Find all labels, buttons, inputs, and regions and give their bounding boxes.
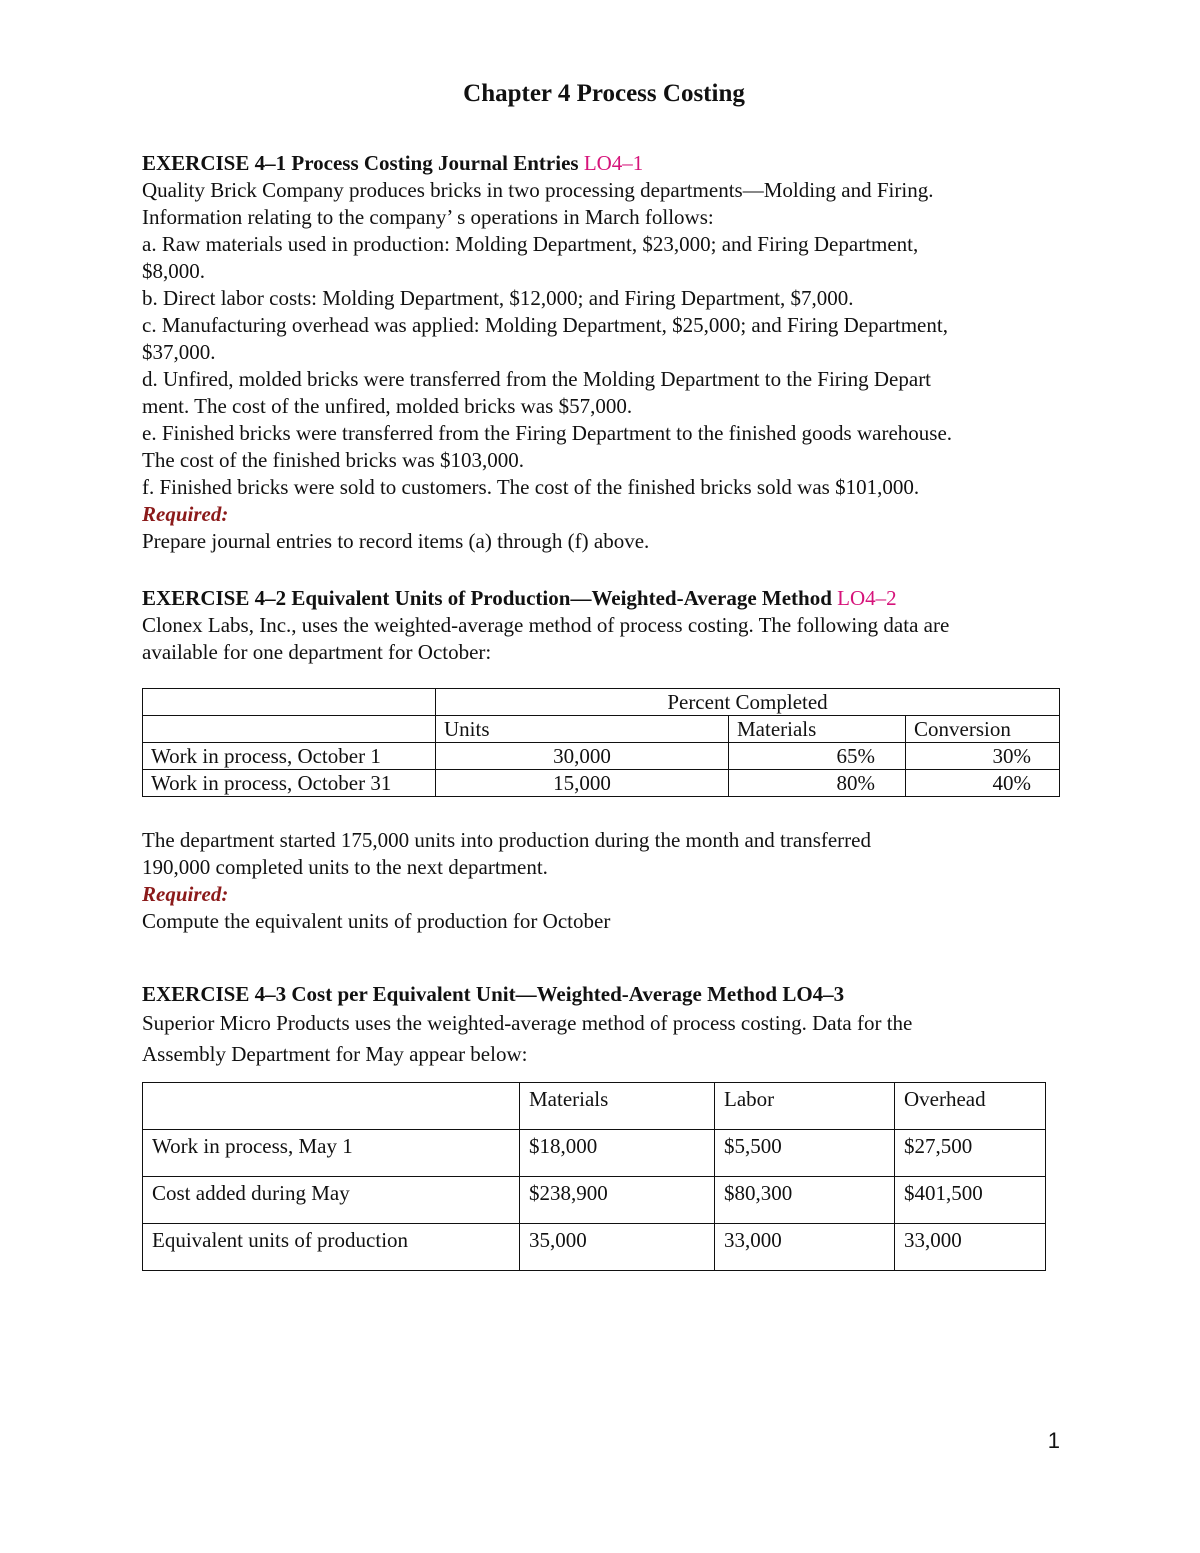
cell-labor: $5,500 bbox=[715, 1130, 895, 1177]
ex3-line: Assembly Department for May appear below: bbox=[142, 1042, 528, 1066]
table-row bbox=[143, 770, 1060, 797]
row-label: Equivalent units of production bbox=[143, 1224, 520, 1271]
column-header-conversion: Conversion bbox=[906, 716, 1060, 743]
column-header-overhead: Overhead bbox=[895, 1083, 1046, 1130]
ex3-line: Superior Micro Products uses the weighted-average method of process costing. Data for the bbox=[142, 1011, 913, 1035]
cell-units: 30,000 bbox=[436, 743, 729, 770]
exercise-4-1-title: EXERCISE 4–1 Process Costing Journal Entries bbox=[142, 151, 579, 175]
cell-materials: $238,900 bbox=[520, 1177, 715, 1224]
row-label: Cost added during May bbox=[143, 1177, 520, 1224]
ex1-line: $8,000. bbox=[142, 259, 205, 283]
ex2-line: Clonex Labs, Inc., uses the weighted-average method of process costing. The following data are bbox=[142, 613, 950, 637]
cost-data-table bbox=[142, 1082, 1046, 1271]
ex1-required-text: Prepare journal entries to record items (a) through (f) above. bbox=[142, 529, 650, 553]
row-label: Work in process, October 31 bbox=[143, 770, 436, 797]
cell-materials: 35,000 bbox=[520, 1224, 715, 1271]
ex2-required-text: Compute the equivalent units of production for October bbox=[142, 909, 611, 933]
ex2-after-line: 190,000 completed units to the next department. bbox=[142, 855, 548, 879]
exercise-4-2-title: EXERCISE 4–2 Equivalent Units of Production—Weighted-Average Method bbox=[142, 586, 832, 610]
column-header-labor: Labor bbox=[715, 1083, 895, 1130]
exercise-4-3-heading: EXERCISE 4–3 Cost per Equivalent Unit—Weighted-Average Method LO4–3 bbox=[142, 982, 845, 1006]
table-row bbox=[143, 1177, 1046, 1224]
cell-materials: 80% bbox=[729, 770, 906, 797]
cell-labor: $80,300 bbox=[715, 1177, 895, 1224]
ex1-line: e. Finished bricks were transferred from the Firing Department to the finished goods warehouse. bbox=[142, 421, 953, 445]
column-header-materials: Materials bbox=[520, 1083, 715, 1130]
page-content bbox=[142, 80, 1062, 1271]
cell-conversion: 40% bbox=[906, 770, 1060, 797]
ex1-line: f. Finished bricks were sold to customers. The cost of the finished bricks sold was $101,000. bbox=[142, 475, 920, 499]
percent-completed-table bbox=[142, 688, 1060, 797]
ex1-line: The cost of the finished bricks was $103,000. bbox=[142, 448, 525, 472]
ex1-line: d. Unfired, molded bricks were transferred from the Molding Department to the Firing Depart bbox=[142, 367, 932, 391]
ex1-required-label: Required: bbox=[142, 502, 229, 526]
ex1-line: b. Direct labor costs: Molding Department, $12,000; and Firing Department, $7,000. bbox=[142, 286, 854, 310]
table-row bbox=[143, 689, 1060, 716]
cell-conversion: 30% bbox=[906, 743, 1060, 770]
page-number: 1 bbox=[1047, 1428, 1060, 1453]
cell-overhead: 33,000 bbox=[895, 1224, 1046, 1271]
table-row bbox=[143, 1224, 1046, 1271]
column-header-materials: Materials bbox=[729, 716, 906, 743]
column-header-units: Units bbox=[436, 716, 729, 743]
exercise-4-1-heading bbox=[142, 150, 1062, 177]
cell-materials: 65% bbox=[729, 743, 906, 770]
cell-overhead: $27,500 bbox=[895, 1130, 1046, 1177]
table-row bbox=[143, 743, 1060, 770]
ex1-line: a. Raw materials used in production: Molding Department, $23,000; and Firing Department, bbox=[142, 232, 919, 256]
ex1-line: ment. The cost of the unfired, molded bricks was $57,000. bbox=[142, 394, 633, 418]
group-header-percent-completed: Percent Completed bbox=[436, 689, 1060, 716]
page-title: Chapter 4 Process Costing bbox=[463, 80, 745, 107]
ex1-line: $37,000. bbox=[142, 340, 216, 364]
exercise-4-2 bbox=[142, 585, 1062, 935]
table-cell-empty bbox=[143, 1083, 520, 1130]
exercise-4-3 bbox=[142, 981, 1062, 1271]
cell-labor: 33,000 bbox=[715, 1224, 895, 1271]
row-label: Work in process, October 1 bbox=[143, 743, 436, 770]
ex1-line: c. Manufacturing overhead was applied: Molding Department, $25,000; and Firing Department, bbox=[142, 313, 948, 337]
ex1-line: Information relating to the company’ s operations in March follows: bbox=[142, 205, 714, 229]
ex1-line: Quality Brick Company produces bricks in two processing departments—Molding and Firing. bbox=[142, 178, 934, 202]
table-cell-empty bbox=[143, 689, 436, 716]
cell-overhead: $401,500 bbox=[895, 1177, 1046, 1224]
table-row bbox=[143, 716, 1060, 743]
ex2-required-label: Required: bbox=[142, 882, 229, 906]
cell-units: 15,000 bbox=[436, 770, 729, 797]
exercise-4-2-lo: LO4–2 bbox=[837, 586, 897, 610]
cell-materials: $18,000 bbox=[520, 1130, 715, 1177]
row-label: Work in process, May 1 bbox=[143, 1130, 520, 1177]
table-cell-empty bbox=[143, 716, 436, 743]
exercise-4-1-lo: LO4–1 bbox=[583, 151, 644, 175]
exercise-4-2-heading bbox=[142, 585, 1062, 612]
table-row bbox=[143, 1083, 1046, 1130]
ex2-line: available for one department for October: bbox=[142, 640, 492, 664]
ex2-after-line: The department started 175,000 units into production during the month and transferred bbox=[142, 828, 871, 852]
table-row bbox=[143, 1130, 1046, 1177]
exercise-4-1 bbox=[142, 150, 1062, 555]
